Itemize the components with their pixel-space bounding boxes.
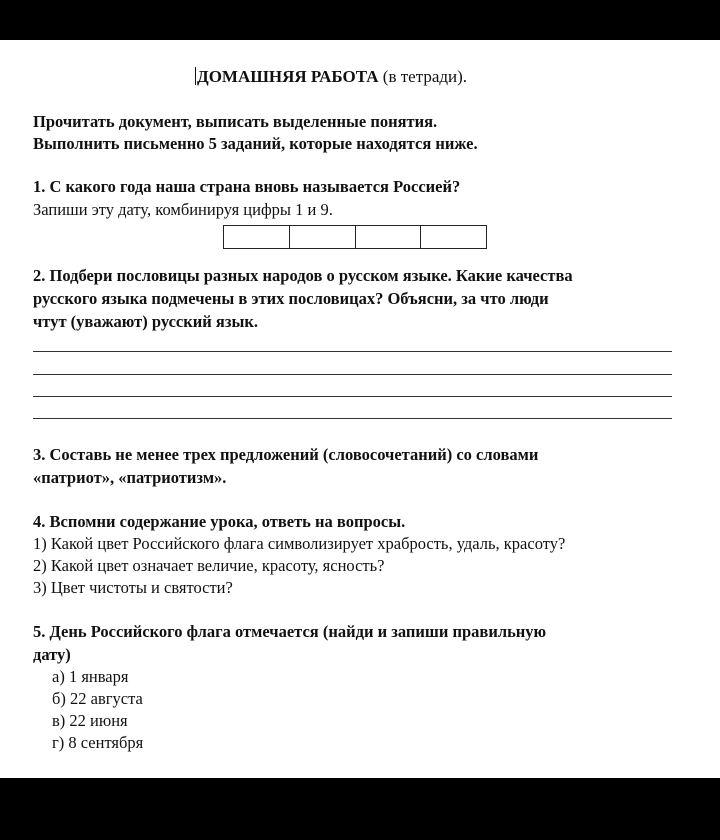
task2-line-1: 2. Подбери пословицы разных народов о русском языке. Какие качества — [33, 266, 573, 285]
answer-line-1[interactable] — [33, 351, 672, 352]
task4-question-2: 2) Какой цвет означает величие, красоту, ясность? — [33, 556, 385, 575]
task1-hint: Запиши эту дату, комбинируя цифры 1 и 9. — [33, 200, 333, 219]
intro-line-2: Выполнить письменно 5 заданий, которые находятся ниже. — [33, 134, 478, 153]
worksheet-page — [0, 40, 720, 778]
task5-option-d: г) 8 сентября — [52, 733, 144, 752]
year-answer-grid[interactable] — [223, 225, 487, 249]
intro-line-1: Прочитать документ, выписать выделенные понятия. — [33, 112, 438, 131]
text-cursor — [195, 67, 196, 85]
task5-option-b: б) 22 августа — [52, 689, 143, 708]
title-main: ДОМАШНЯЯ РАБОТА — [197, 67, 379, 86]
task3-line-2: «патриот», «патриотизм». — [33, 468, 227, 487]
page-title — [195, 67, 467, 87]
task3-line-1: 3. Составь не менее трех предложений (словосочетаний) со словами — [33, 445, 539, 464]
task5-line-2: дату) — [33, 645, 71, 664]
answer-line-4[interactable] — [33, 418, 672, 419]
title-note: (в тетради). — [382, 67, 468, 86]
year-digit-box-2[interactable] — [290, 226, 356, 248]
year-digit-box-3[interactable] — [356, 226, 422, 248]
task4-question-1: 1) Какой цвет Российского флага символизирует храбрость, удаль, красоту? — [33, 534, 566, 553]
task4-heading: 4. Вспомни содержание урока, ответь на вопросы. — [33, 512, 406, 531]
answer-line-2[interactable] — [33, 374, 672, 375]
task5-line-1: 5. День Российского флага отмечается (найди и запиши правильную — [33, 622, 547, 641]
task1-question: 1. С какого года наша страна вновь называется Россией? — [33, 177, 461, 196]
year-digit-box-1[interactable] — [224, 226, 290, 248]
task5-option-a: а) 1 января — [52, 667, 129, 686]
year-digit-box-4[interactable] — [421, 226, 486, 248]
task2-line-2: русского языка подмечены в этих пословицах? Объясни, за что люди — [33, 289, 549, 308]
task4-question-3: 3) Цвет чистоты и святости? — [33, 578, 233, 597]
task5-option-c: в) 22 июня — [52, 711, 128, 730]
answer-line-3[interactable] — [33, 396, 672, 397]
task2-line-3: чтут (уважают) русский язык. — [33, 312, 258, 331]
